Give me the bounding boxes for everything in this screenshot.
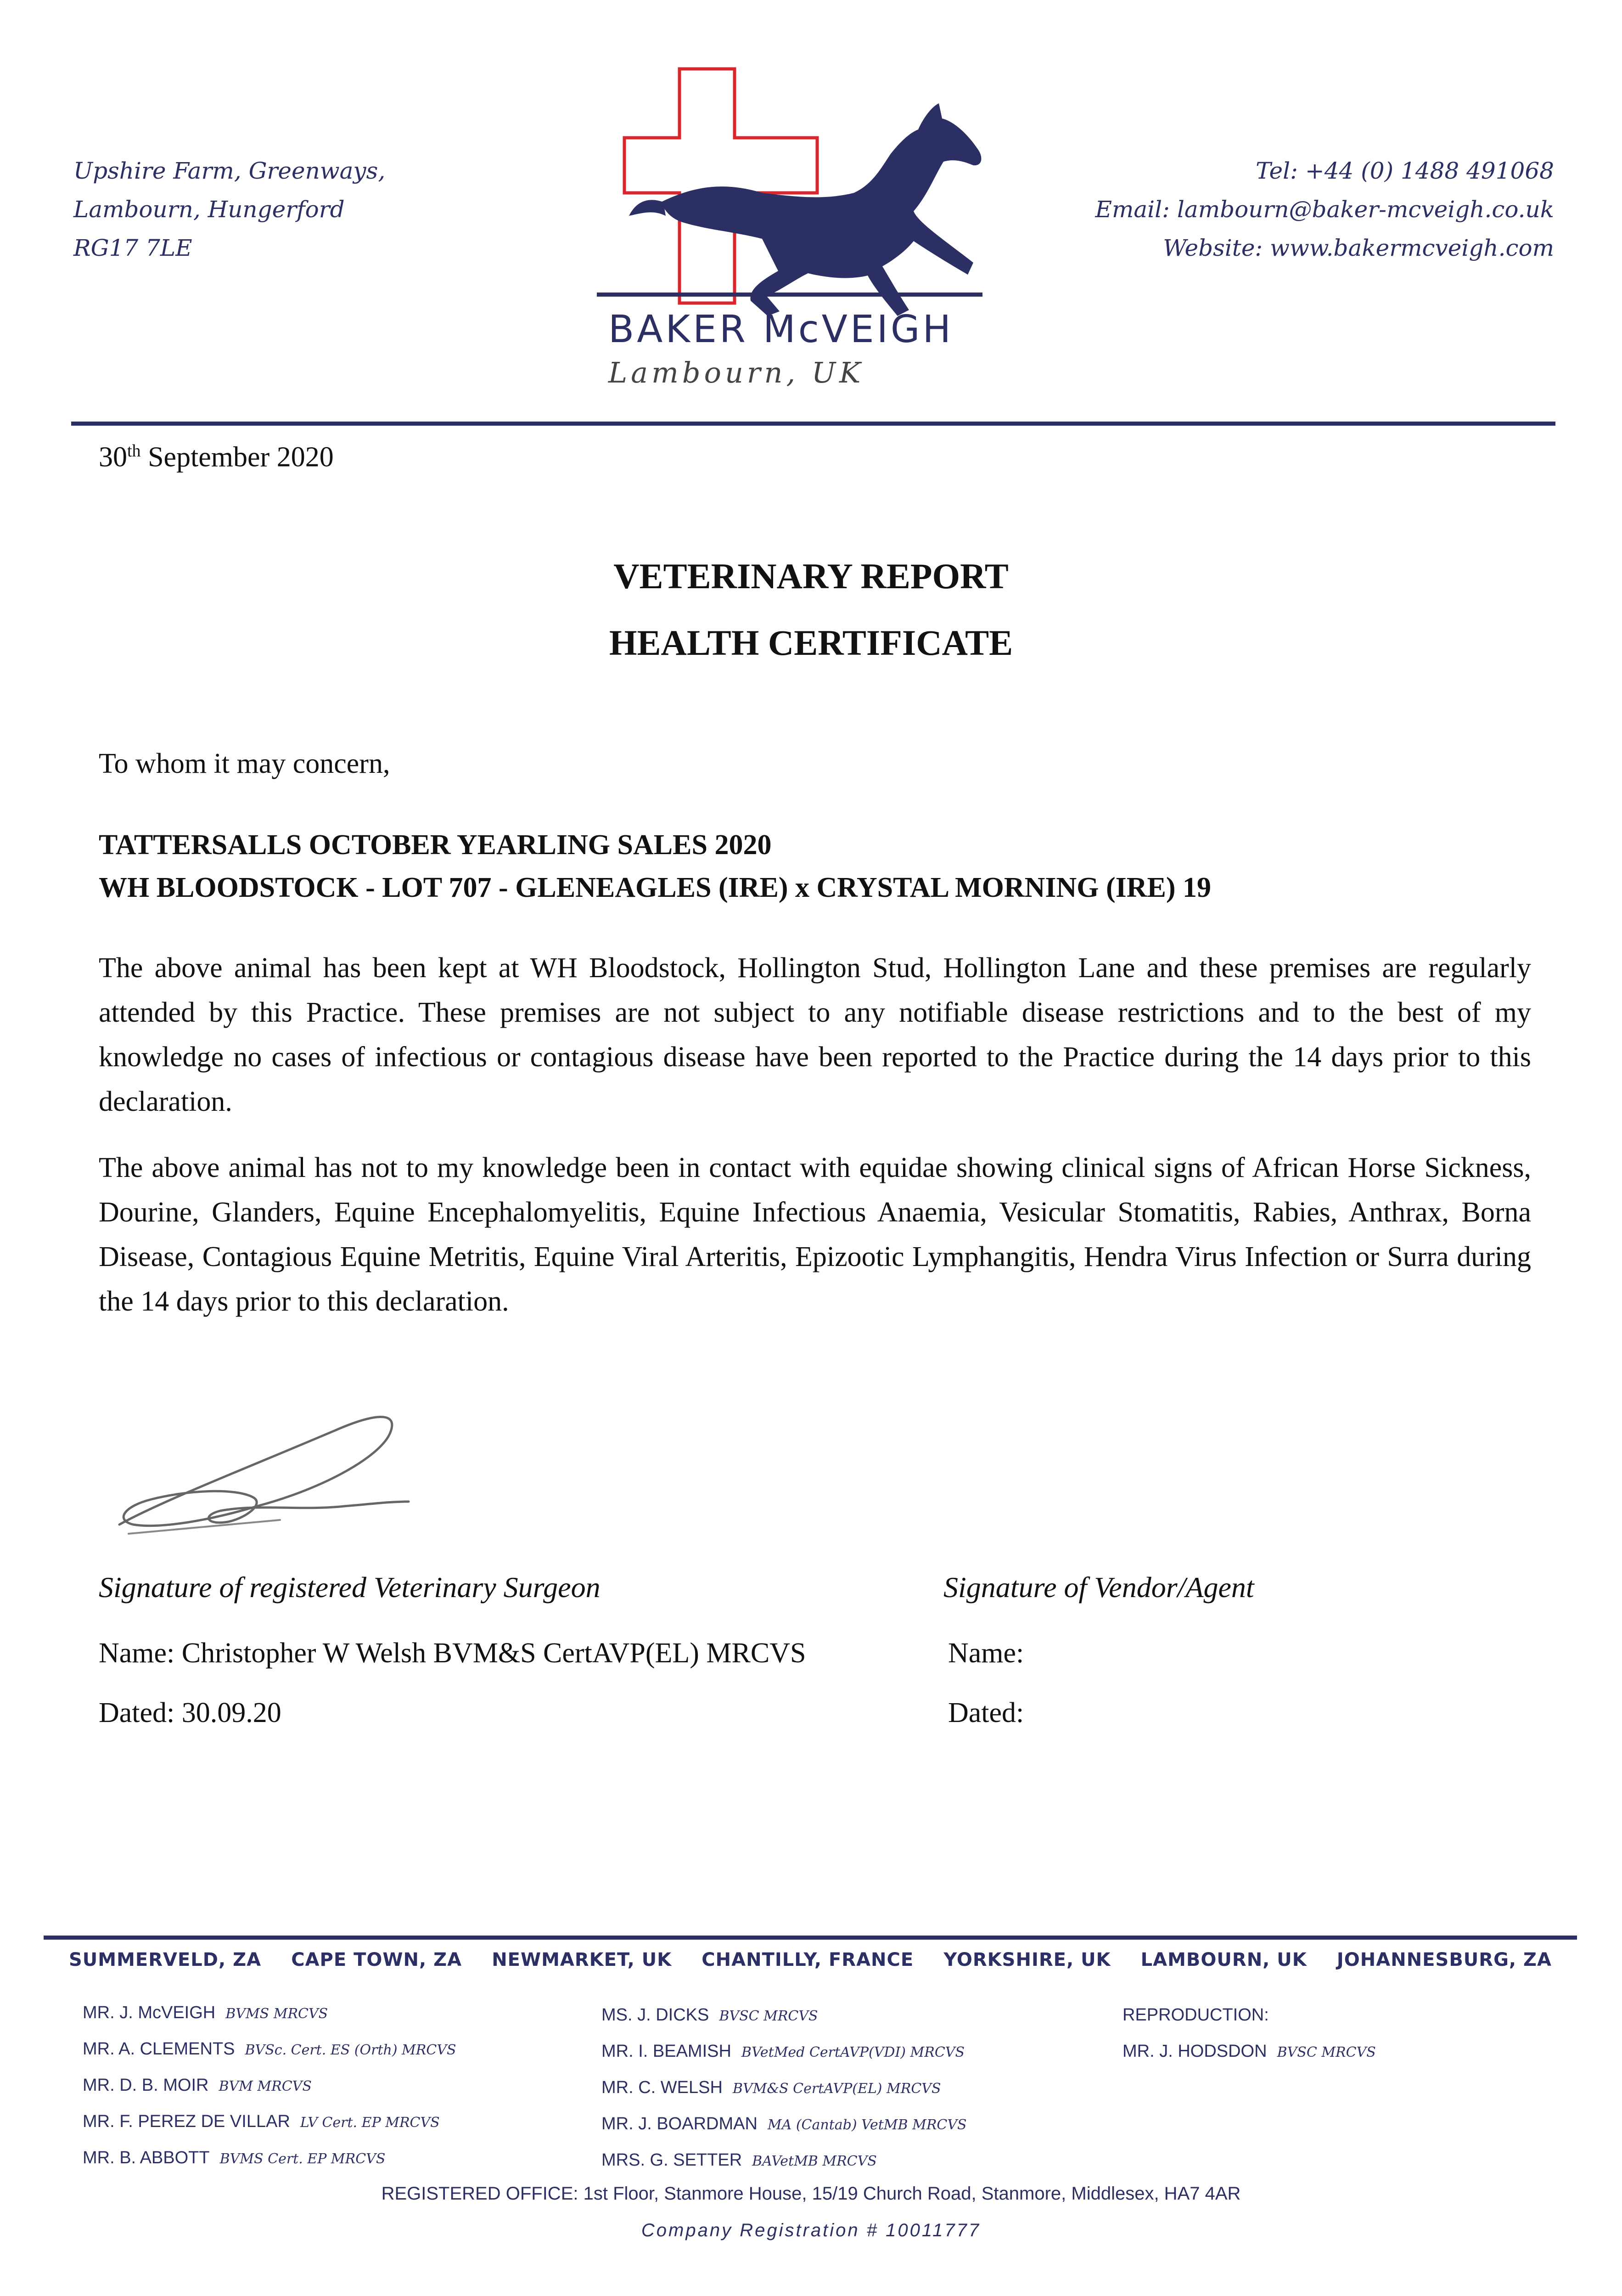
premises-paragraph: The above animal has been kept at WH Bloodstock, Hollington Stud, Hollington Lane and these premises are regularly attended by this Practice. These premises are not subject to any notifiable disease restrictions and to the best of my knowledge no cases of infectious or contagious disease have been reported to the Practice during the 14 days prior to this declaration. <box>99 952 1531 1117</box>
vendor-signature-label: Signature of Vendor/Agent <box>943 1571 1254 1604</box>
vet-dated: Dated: 30.09.20 <box>99 1697 281 1728</box>
date-rest: September 2020 <box>140 441 334 473</box>
staff-entry: MR. J. HODSDON BVSC MRCVS <box>1122 2042 1376 2061</box>
header-divider <box>71 422 1555 426</box>
lot-description: WH BLOODSTOCK - LOT 707 - GLENEAGLES (IRE) x CRYSTAL MORNING (IRE) 19 <box>99 872 1212 903</box>
location-chantilly: CHANTILLY, FRANCE <box>702 1949 914 1970</box>
vet-signature-image <box>106 1387 436 1548</box>
location-lambourn: LAMBOURN, UK <box>1140 1949 1307 1970</box>
staff-entry: MR. B. ABBOTT BVMS Cert. EP MRCVS <box>83 2148 386 2167</box>
footer-divider <box>44 1936 1577 1940</box>
locations-row <box>69 1949 1552 1970</box>
document-date <box>99 441 334 474</box>
vendor-dated: Dated: <box>948 1697 1024 1728</box>
phone-line: Tel: +44 (0) 1488 491068 <box>1256 158 1554 184</box>
address-block <box>73 152 385 267</box>
email-line[interactable]: Email: lambourn@baker-mcveigh.co.uk <box>1095 196 1554 223</box>
address-line-3: RG17 7LE <box>73 235 192 261</box>
staff-column-3 <box>1122 1998 1376 2070</box>
staff-column-1 <box>83 1995 456 2177</box>
staff-entry: MR. F. PEREZ DE VILLAR LV Cert. EP MRCVS <box>83 2112 440 2131</box>
location-cape-town: CAPE TOWN, ZA <box>291 1949 462 1970</box>
disease-paragraph: The above animal has not to my knowledge been in contact with equidae showing clinical signs of African Horse Sickness, Dourine, Glanders, Equine Encephalomyelitis, Equine Infectious Anaemia, Vesicular Stomatitis, Rabies, Anthrax, Borna Disease, Contagious Equine Metritis, Equine Viral Arteritis, Epizootic Lymphangitis, Hendra Virus Infection or Surra during the 14 days prior to this declaration. <box>99 1152 1531 1317</box>
website-line[interactable]: Website: www.bakermcveigh.com <box>1163 235 1554 261</box>
staff-entry: MS. J. DICKS BVSC MRCVS <box>601 2005 818 2025</box>
location-newmarket: NEWMARKET, UK <box>492 1949 672 1970</box>
salutation: To whom it may concern, <box>99 748 390 779</box>
staff-entry: MR. J. BOARDMAN MA (Cantab) VetMB MRCVS <box>601 2114 967 2133</box>
date-day: 30 <box>99 441 127 473</box>
registered-office: REGISTERED OFFICE: 1st Floor, Stanmore House, 15/19 Church Road, Stanmore, Middlesex, HA7 4AR <box>381 2183 1241 2204</box>
location-yorkshire: YORKSHIRE, UK <box>943 1949 1111 1970</box>
staff-entry: MR. C. WELSH BVM&S CertAVP(EL) MRCVS <box>601 2078 941 2097</box>
contact-block <box>1095 152 1554 267</box>
staff-entry: MR. A. CLEMENTS BVSc. Cert. ES (Orth) MRCVS <box>83 2039 456 2059</box>
location-summerveld: SUMMERVELD, ZA <box>69 1949 262 1970</box>
vet-name: Name: Christopher W Welsh BVM&S CertAVP(EL) MRCVS <box>99 1638 806 1669</box>
date-suffix: th <box>127 441 141 461</box>
certificate-title: HEALTH CERTIFICATE <box>609 623 1013 663</box>
staff-column-2 <box>601 1998 967 2179</box>
staff-entry: REPRODUCTION: <box>1122 2005 1269 2025</box>
staff-entry: MR. J. McVEIGH BVMS MRCVS <box>83 2003 328 2022</box>
location-johannesburg: JOHANNESBURG, ZA <box>1336 1949 1552 1970</box>
vendor-name: Name: <box>948 1638 1024 1669</box>
company-registration: Company Registration # 10011777 <box>641 2220 981 2240</box>
staff-entry: MRS. G. SETTER BAVetMB MRCVS <box>601 2150 877 2170</box>
sale-title: TATTERSALLS OCTOBER YEARLING SALES 2020 <box>99 829 772 861</box>
address-line-1: Upshire Farm, Greenways, <box>73 158 386 184</box>
staff-entry: MR. I. BEAMISH BVetMed CertAVP(VDI) MRCVS <box>601 2042 965 2061</box>
brand-name: BAKER McVEIGH <box>608 308 954 351</box>
brand-location: Lambourn, UK <box>608 356 864 389</box>
staff-entry: MR. D. B. MOIR BVM MRCVS <box>83 2076 312 2095</box>
vet-signature-label: Signature of registered Veterinary Surgeon <box>99 1571 601 1604</box>
address-line-2: Lambourn, Hungerford <box>73 196 345 223</box>
report-title: VETERINARY REPORT <box>613 556 1009 596</box>
